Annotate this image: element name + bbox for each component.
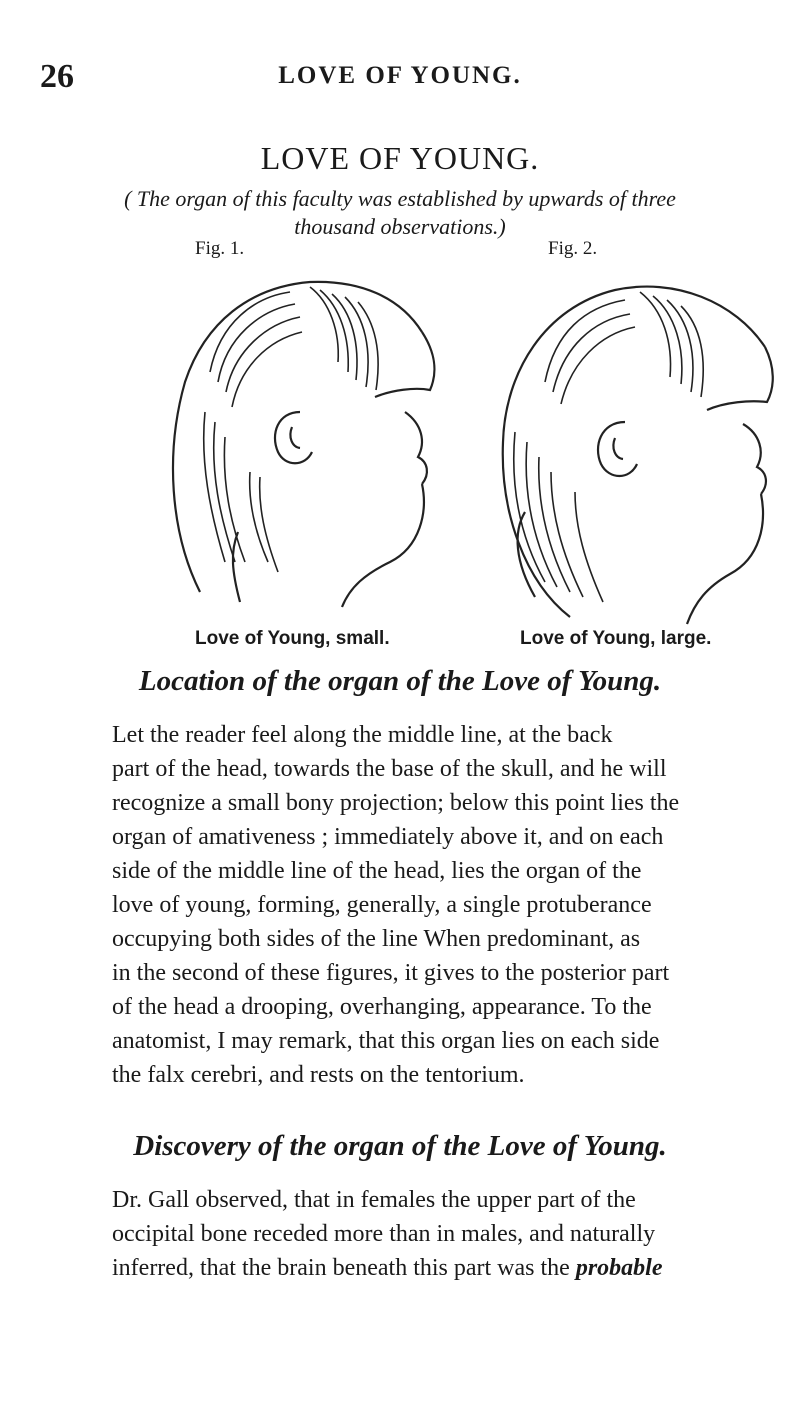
text-line: Let the reader feel along the middle line, at the back [112, 722, 613, 748]
page-title: LOVE OF YOUNG. [260, 140, 540, 176]
text-line: of the head a drooping, overhanging, appearance. To the [112, 994, 652, 1020]
discovery-paragraph [112, 1183, 800, 1285]
figure-2-caption: Love of Young, large. [520, 628, 712, 649]
location-paragraph [112, 718, 800, 1092]
head-profile-small-illustration [160, 262, 450, 612]
text-line: recognize a small bony projection; below this point lies the [112, 790, 680, 816]
discovery-section-heading: Discovery of the organ of the Love of Young. [133, 1130, 667, 1162]
text-line: part of the head, towards the base of the skull, and he will [112, 756, 667, 782]
head-profile-large-illustration [475, 262, 785, 632]
text-line: side of the middle line of the head, lies the organ of the [112, 858, 642, 884]
text-line: Dr. Gall observed, that in females the upper part of the [112, 1187, 636, 1213]
text-line: occupying both sides of the line When predominant, as [112, 926, 641, 952]
text-line: inferred, that the brain beneath this part was the [112, 1255, 570, 1281]
text-line: organ of amativeness ; immediately above it, and on each [112, 824, 664, 850]
text-line: the falx cerebri, and rests on the tentorium. [112, 1062, 525, 1088]
text-line: anatomist, I may remark, that this organ lies on each side [112, 1028, 660, 1054]
page-number: 26 [40, 58, 74, 95]
text-line: in the second of these figures, it gives to the posterior part [112, 960, 670, 986]
text-line: occipital bone receded more than in males, and naturally [112, 1221, 656, 1247]
figure-1-caption: Love of Young, small. [195, 628, 390, 649]
location-section-heading: Location of the organ of the Love of Young. [138, 665, 662, 697]
running-head: LOVE OF YOUNG. [278, 62, 522, 89]
figure-2-label: Fig. 2. [548, 238, 598, 259]
emphasized-word: probable [575, 1255, 663, 1281]
subtitle: ( The organ of this faculty was established by upwards of three thousand observations.) [124, 186, 676, 239]
text-line: love of young, forming, generally, a single protuberance [112, 892, 652, 918]
page-header [0, 58, 800, 98]
figure-1-label: Fig. 1. [195, 238, 245, 259]
text-line-last [112, 1251, 800, 1285]
